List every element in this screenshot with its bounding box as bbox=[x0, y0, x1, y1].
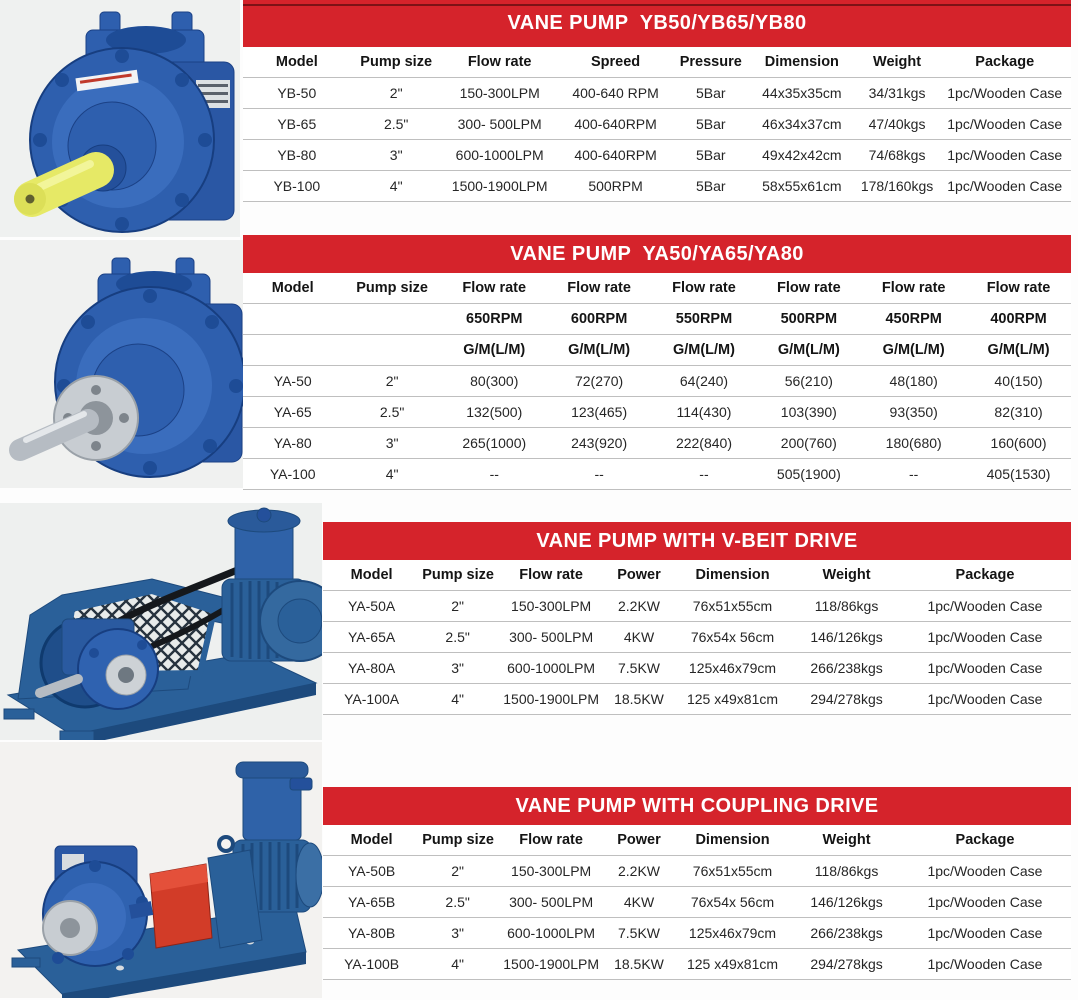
column-header: 500RPM bbox=[756, 304, 861, 335]
pump-photo-ya bbox=[0, 240, 252, 488]
cell: 5Bar bbox=[674, 140, 749, 171]
cell: 266/238kgs bbox=[794, 653, 899, 684]
cell: 72(270) bbox=[547, 366, 652, 397]
column-header: G/M(L/M) bbox=[861, 335, 966, 366]
column-header: Model bbox=[243, 273, 342, 304]
cell: 64(240) bbox=[652, 366, 757, 397]
table-row bbox=[243, 459, 1071, 490]
table-row bbox=[323, 918, 1071, 949]
cell: -- bbox=[547, 459, 652, 490]
cell: 300- 500LPM bbox=[495, 887, 607, 918]
cell: 146/126kgs bbox=[794, 622, 899, 653]
table-row bbox=[243, 78, 1071, 109]
table-row bbox=[243, 171, 1071, 202]
cell: 49x42x42cm bbox=[748, 140, 856, 171]
cell: 294/278kgs bbox=[794, 949, 899, 980]
cell: 44x35x35cm bbox=[748, 78, 856, 109]
cell: 7.5KW bbox=[607, 918, 671, 949]
column-header: Pump size bbox=[420, 825, 495, 856]
cell: 1pc/Wooden Case bbox=[938, 109, 1071, 140]
column-header: Spreed bbox=[558, 47, 674, 78]
cell: 150-300LPM bbox=[442, 78, 558, 109]
cell: YB-100 bbox=[243, 171, 351, 202]
table-row bbox=[243, 109, 1071, 140]
cell: YA-65 bbox=[243, 397, 342, 428]
column-header: Flow rate bbox=[756, 273, 861, 304]
cell: -- bbox=[442, 459, 547, 490]
cell: 505(1900) bbox=[756, 459, 861, 490]
table-title-banner bbox=[243, 235, 1071, 273]
cell: 4KW bbox=[607, 622, 671, 653]
cell: 266/238kgs bbox=[794, 918, 899, 949]
table-row bbox=[243, 428, 1071, 459]
cell: 160(600) bbox=[966, 428, 1071, 459]
cell: YB-50 bbox=[243, 78, 351, 109]
spec-table-yb bbox=[243, 47, 1071, 202]
cell: YA-50 bbox=[243, 366, 342, 397]
cell: 3" bbox=[420, 918, 495, 949]
cell: 4KW bbox=[607, 887, 671, 918]
column-header: Package bbox=[899, 560, 1071, 591]
cell: 76x54x 56cm bbox=[671, 622, 794, 653]
cell: 4" bbox=[342, 459, 441, 490]
column-header: 400RPM bbox=[966, 304, 1071, 335]
table-row bbox=[323, 622, 1071, 653]
column-header bbox=[243, 335, 342, 366]
cell: 600-1000LPM bbox=[442, 140, 558, 171]
cell: 243(920) bbox=[547, 428, 652, 459]
cell: YA-100 bbox=[243, 459, 342, 490]
column-header: G/M(L/M) bbox=[966, 335, 1071, 366]
cell: 7.5KW bbox=[607, 653, 671, 684]
pump-illustration-coupling bbox=[0, 742, 322, 998]
cell: 500RPM bbox=[558, 171, 674, 202]
table-row bbox=[323, 684, 1071, 715]
spec-section-coupling bbox=[323, 787, 1071, 980]
spec-table-coupling bbox=[323, 825, 1071, 980]
cell: 118/86kgs bbox=[794, 591, 899, 622]
cell: YA-100B bbox=[323, 949, 420, 980]
cell: 265(1000) bbox=[442, 428, 547, 459]
cell: 405(1530) bbox=[966, 459, 1071, 490]
spec-section-ya bbox=[243, 235, 1071, 490]
pump-photo-coupling bbox=[0, 742, 322, 998]
cell: 2" bbox=[420, 591, 495, 622]
cell: 76x54x 56cm bbox=[671, 887, 794, 918]
column-header: Flow rate bbox=[442, 47, 558, 78]
table-title-banner bbox=[323, 787, 1071, 825]
cell: 400-640RPM bbox=[558, 109, 674, 140]
cell: 1pc/Wooden Case bbox=[899, 918, 1071, 949]
column-header: Weight bbox=[856, 47, 939, 78]
cell: 1pc/Wooden Case bbox=[899, 622, 1071, 653]
cell: 125 x49x81cm bbox=[671, 684, 794, 715]
cell: 146/126kgs bbox=[794, 887, 899, 918]
cell: 93(350) bbox=[861, 397, 966, 428]
cell: 125 x49x81cm bbox=[671, 949, 794, 980]
cell: 1pc/Wooden Case bbox=[938, 140, 1071, 171]
column-header: Weight bbox=[794, 825, 899, 856]
cell: 1500-1900LPM bbox=[495, 684, 607, 715]
cell: 178/160kgs bbox=[856, 171, 939, 202]
table-row bbox=[323, 653, 1071, 684]
cell: 300- 500LPM bbox=[495, 622, 607, 653]
spec-section-v-belt bbox=[323, 522, 1071, 715]
cell: 1500-1900LPM bbox=[495, 949, 607, 980]
column-header: Weight bbox=[794, 560, 899, 591]
table-title: VANE PUMP YA50/YA65/YA80 bbox=[510, 242, 804, 265]
column-header: G/M(L/M) bbox=[442, 335, 547, 366]
cell: 47/40kgs bbox=[856, 109, 939, 140]
cell: 200(760) bbox=[756, 428, 861, 459]
column-header: Power bbox=[607, 825, 671, 856]
cell: 150-300LPM bbox=[495, 856, 607, 887]
cell: 600-1000LPM bbox=[495, 918, 607, 949]
cell: 400-640 RPM bbox=[558, 78, 674, 109]
cell: 2.5" bbox=[420, 887, 495, 918]
cell: 2" bbox=[342, 366, 441, 397]
cell: 48(180) bbox=[861, 366, 966, 397]
cell: 74/68kgs bbox=[856, 140, 939, 171]
column-header: Flow rate bbox=[861, 273, 966, 304]
column-header: Flow rate bbox=[547, 273, 652, 304]
cell: 118/86kgs bbox=[794, 856, 899, 887]
cell: 4" bbox=[420, 684, 495, 715]
pump-photo-yb bbox=[0, 0, 240, 237]
cell: 18.5KW bbox=[607, 949, 671, 980]
table-row bbox=[323, 949, 1071, 980]
cell: 3" bbox=[351, 140, 442, 171]
column-header: Pump size bbox=[342, 273, 441, 304]
cell: 3" bbox=[342, 428, 441, 459]
cell: 5Bar bbox=[674, 171, 749, 202]
pump-photo-v-belt bbox=[0, 503, 322, 740]
table-row bbox=[243, 397, 1071, 428]
table-title: VANE PUMP WITH COUPLING DRIVE bbox=[515, 794, 879, 817]
table-row bbox=[323, 887, 1071, 918]
cell: -- bbox=[652, 459, 757, 490]
cell: YA-80 bbox=[243, 428, 342, 459]
column-header: Flow rate bbox=[652, 273, 757, 304]
table-title-banner bbox=[243, 0, 1071, 47]
column-header: Power bbox=[607, 560, 671, 591]
column-header: Flow rate bbox=[442, 273, 547, 304]
cell: 150-300LPM bbox=[495, 591, 607, 622]
column-header: Pump size bbox=[351, 47, 442, 78]
column-header: 650RPM bbox=[442, 304, 547, 335]
cell: 80(300) bbox=[442, 366, 547, 397]
cell: 132(500) bbox=[442, 397, 547, 428]
table-row bbox=[323, 856, 1071, 887]
cell: 76x51x55cm bbox=[671, 591, 794, 622]
cell: 125x46x79cm bbox=[671, 918, 794, 949]
cell: 1pc/Wooden Case bbox=[938, 171, 1071, 202]
table-row bbox=[323, 591, 1071, 622]
column-header: Package bbox=[899, 825, 1071, 856]
cell: 1pc/Wooden Case bbox=[899, 856, 1071, 887]
pump-illustration-ya bbox=[0, 240, 252, 488]
cell: 2.5" bbox=[351, 109, 442, 140]
table-row bbox=[243, 140, 1071, 171]
cell: 4" bbox=[351, 171, 442, 202]
cell: 123(465) bbox=[547, 397, 652, 428]
cell: 1pc/Wooden Case bbox=[899, 684, 1071, 715]
column-header: Package bbox=[938, 47, 1071, 78]
column-header: G/M(L/M) bbox=[652, 335, 757, 366]
cell: 114(430) bbox=[652, 397, 757, 428]
column-header: 550RPM bbox=[652, 304, 757, 335]
column-header bbox=[342, 335, 441, 366]
cell: 3" bbox=[420, 653, 495, 684]
cell: 58x55x61cm bbox=[748, 171, 856, 202]
cell: 5Bar bbox=[674, 78, 749, 109]
cell: 40(150) bbox=[966, 366, 1071, 397]
cell: 2.2KW bbox=[607, 591, 671, 622]
table-row bbox=[243, 366, 1071, 397]
cell: 180(680) bbox=[861, 428, 966, 459]
cell: 1pc/Wooden Case bbox=[899, 949, 1071, 980]
cell: YA-65A bbox=[323, 622, 420, 653]
column-header: Model bbox=[323, 825, 420, 856]
cell: YB-65 bbox=[243, 109, 351, 140]
column-header: Dimension bbox=[671, 825, 794, 856]
column-header: Model bbox=[323, 560, 420, 591]
cell: 300- 500LPM bbox=[442, 109, 558, 140]
column-header: Pressure bbox=[674, 47, 749, 78]
cell: YA-65B bbox=[323, 887, 420, 918]
cell: 1pc/Wooden Case bbox=[899, 591, 1071, 622]
column-header: Dimension bbox=[671, 560, 794, 591]
cell: 76x51x55cm bbox=[671, 856, 794, 887]
column-header: Dimension bbox=[748, 47, 856, 78]
column-header: G/M(L/M) bbox=[547, 335, 652, 366]
cell: 2" bbox=[351, 78, 442, 109]
cell: YA-50B bbox=[323, 856, 420, 887]
cell: 56(210) bbox=[756, 366, 861, 397]
cell: 2.5" bbox=[420, 622, 495, 653]
cell: 125x46x79cm bbox=[671, 653, 794, 684]
column-header bbox=[342, 304, 441, 335]
cell: YA-50A bbox=[323, 591, 420, 622]
cell: YA-100A bbox=[323, 684, 420, 715]
column-header: G/M(L/M) bbox=[756, 335, 861, 366]
table-title-banner bbox=[323, 522, 1071, 560]
cell: YA-80B bbox=[323, 918, 420, 949]
cell: 1pc/Wooden Case bbox=[899, 653, 1071, 684]
cell: 4" bbox=[420, 949, 495, 980]
spec-table-v-belt bbox=[323, 560, 1071, 715]
pump-illustration-yb bbox=[0, 0, 240, 237]
spec-table-ya bbox=[243, 273, 1071, 490]
cell: 294/278kgs bbox=[794, 684, 899, 715]
column-header: Pump size bbox=[420, 560, 495, 591]
table-title: VANE PUMP WITH V-BEIT DRIVE bbox=[536, 529, 858, 552]
pump-illustration-v-belt bbox=[0, 503, 322, 740]
cell: 1pc/Wooden Case bbox=[899, 887, 1071, 918]
cell: 2" bbox=[420, 856, 495, 887]
cell: 34/31kgs bbox=[856, 78, 939, 109]
cell: 2.5" bbox=[342, 397, 441, 428]
cell: 82(310) bbox=[966, 397, 1071, 428]
cell: 18.5KW bbox=[607, 684, 671, 715]
cell: 1pc/Wooden Case bbox=[938, 78, 1071, 109]
cell: -- bbox=[861, 459, 966, 490]
column-header: 600RPM bbox=[547, 304, 652, 335]
cell: 46x34x37cm bbox=[748, 109, 856, 140]
column-header: Flow rate bbox=[966, 273, 1071, 304]
cell: 5Bar bbox=[674, 109, 749, 140]
column-header: Flow rate bbox=[495, 825, 607, 856]
cell: 103(390) bbox=[756, 397, 861, 428]
cell: 1500-1900LPM bbox=[442, 171, 558, 202]
column-header: 450RPM bbox=[861, 304, 966, 335]
column-header: Flow rate bbox=[495, 560, 607, 591]
cell: 2.2KW bbox=[607, 856, 671, 887]
cell: 222(840) bbox=[652, 428, 757, 459]
table-title: VANE PUMP YB50/YB65/YB80 bbox=[507, 12, 807, 34]
cell: 600-1000LPM bbox=[495, 653, 607, 684]
cell: YB-80 bbox=[243, 140, 351, 171]
column-header bbox=[243, 304, 342, 335]
cell: 400-640RPM bbox=[558, 140, 674, 171]
spec-section-yb bbox=[243, 0, 1071, 202]
cell: YA-80A bbox=[323, 653, 420, 684]
column-header: Model bbox=[243, 47, 351, 78]
